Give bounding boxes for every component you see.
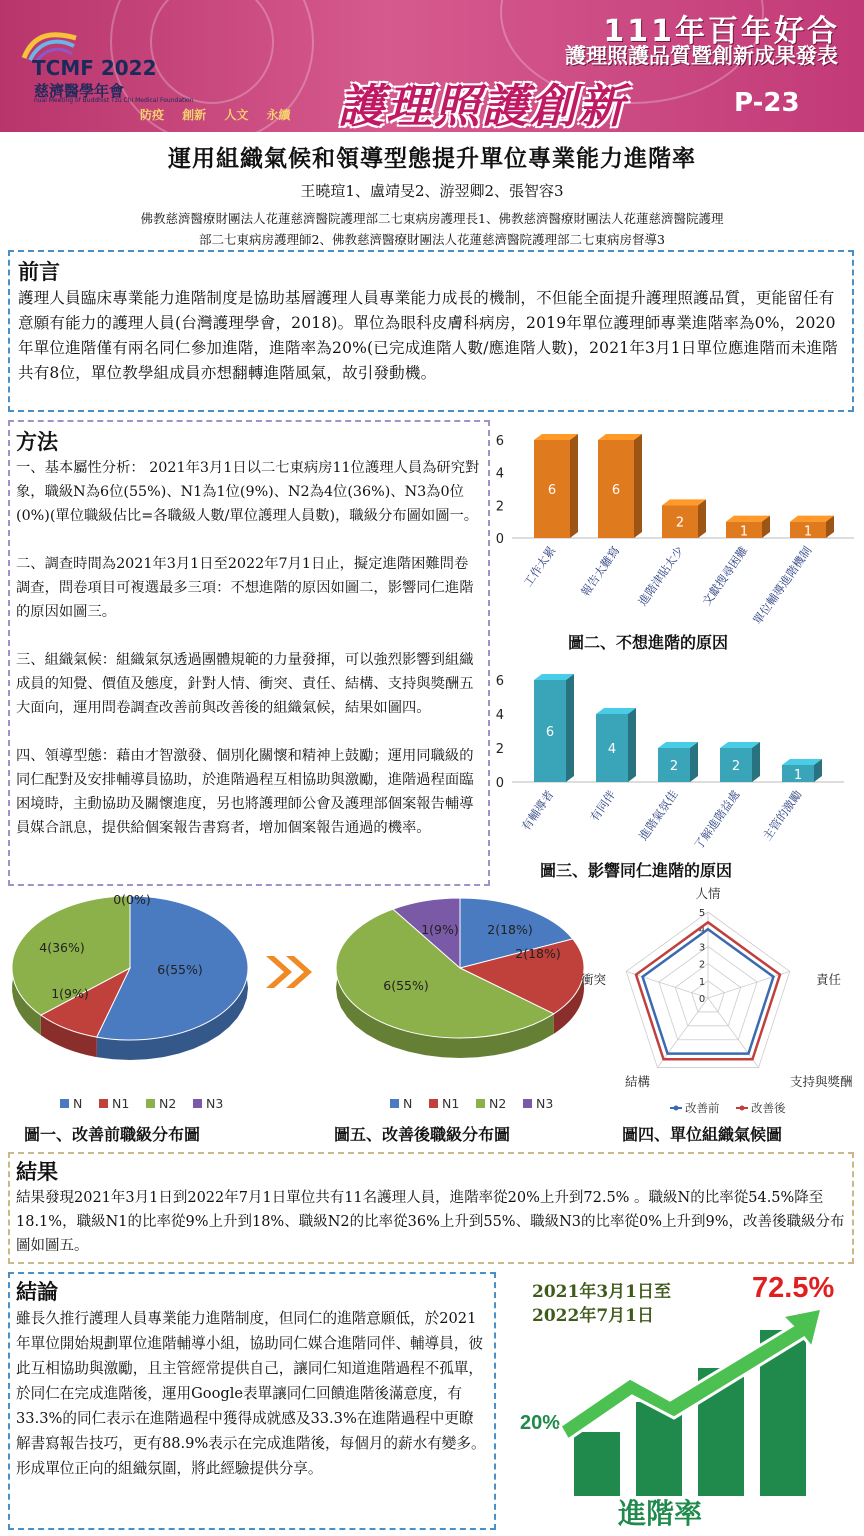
fig1-pie-chart (0, 886, 260, 1118)
bar-side (690, 742, 698, 782)
pie-data-label: 1(9%) (421, 922, 459, 937)
growth-bar-icon (560, 1308, 850, 1496)
bar-data-label: 6 (611, 483, 621, 498)
end-rate: 72.5% (752, 1272, 835, 1304)
affiliation (40, 208, 824, 250)
fig3-bar-chart (490, 664, 860, 858)
bar-side (628, 708, 636, 782)
bar-data-label: 2 (731, 759, 741, 774)
conclusion-heading: 結論 (16, 1279, 58, 1304)
y-tick-label: 0 (495, 776, 504, 791)
pie-data-label: 6(55%) (157, 962, 203, 977)
logo-chinese: 慈濟醫學年會 (34, 82, 125, 100)
bar-data-label: 4 (607, 742, 617, 757)
legend-label: N1 (112, 1096, 130, 1111)
affiliation-line-2: 部二七東病房護理師2、佛教慈濟醫療財團法人花蓮慈濟醫院護理部二七東病房督導3 (199, 232, 665, 247)
methods-p2: 二、調查時間為2021年3月1日至2022年7月1日止，擬定進階困難問卷調查，問卷項目可複選最多三項：不想進階的原因如圖二，影響同仁進階的原因如圖三。 (16, 556, 474, 620)
pie-data-label: 2(18%) (487, 922, 533, 937)
conclusion-section (8, 1272, 496, 1530)
bar-side (566, 674, 574, 782)
growth-bar-1 (574, 1432, 620, 1496)
radar-spoke (708, 998, 759, 1068)
radar-tick-label: 5 (698, 908, 706, 919)
radar-tick-label: 4 (698, 925, 706, 937)
fig5-pie-chart (330, 886, 596, 1118)
legend-marker (740, 1106, 745, 1111)
poster-title: 運用組織氣候和領導型態提升單位專業能力進階率 (168, 145, 696, 172)
pie-data-label: 0(0%) (113, 892, 151, 907)
radar-axis-label: 支持與獎酬 (790, 1074, 853, 1089)
legend-label: 改善後 (751, 1101, 786, 1115)
legend-marker (674, 1106, 679, 1111)
radar-tick-label: 1 (698, 976, 706, 988)
affiliation-line-1: 佛教慈濟醫療財團法人花蓮慈濟醫院護理部二七東病房護理長1、佛教慈濟醫療財團法人花蓮慈濟醫院護理 (140, 211, 724, 226)
legend-swatch (60, 1099, 69, 1108)
logo-tags: 防疫 創新 人文 永續 (140, 108, 291, 122)
banner-theme: 護理照護創新 (338, 79, 626, 133)
fig3-caption: 圖三、影響同仁進階的原因 (540, 861, 733, 880)
banner-event: 護理照護品質暨創新成果發表 (565, 44, 838, 68)
y-tick-label: 0 (495, 532, 504, 547)
conclusion-text: 雖長久推行護理人員專業能力進階制度，但同仁的進階意願低，於2021年單位開始規劃單位進階輔導小組，協助同仁媒合進階同伴、輔導員，彼此互相協助與激勵，且主管經常提供自己，讓同仁知道進階過程不孤單，於同仁在完成進階後，運用Google表單讓同仁回饋進階後滿意度，有33.3%的同仁表示在進階過程中獲得成就感及33.3%在進階過程中更瞭解書寫報告技巧，更有88.9%表示在完成進階後，每個月的薪水有變多。形成單位正向的組織氛圍，將此經驗提供分享。 (16, 1310, 486, 1477)
fig2-caption: 圖二、不想進階的原因 (568, 633, 729, 652)
start-rate: 20% (520, 1412, 561, 1434)
pie-data-label: 1(9%) (51, 986, 89, 1001)
category-label: 文獻搜尋困難 (699, 543, 751, 609)
authors: 王曉瑄1、盧靖旻2、游翌卿2、張智容3 (300, 182, 564, 200)
pie-data-label: 6(55%) (383, 978, 429, 993)
intro-heading: 前言 (18, 259, 60, 284)
bar-data-label: 1 (739, 524, 749, 540)
category-label: 單位輔導進階機制 (750, 543, 815, 628)
category-label: 有同伴 (587, 787, 619, 824)
legend-label: 改善前 (685, 1101, 720, 1115)
logo-name: TCMF 2022 (32, 56, 157, 80)
category-label: 了解進階益處 (691, 787, 743, 853)
radar-tick-label: 2 (698, 959, 706, 971)
intro-section (8, 250, 854, 412)
y-tick-label: 4 (495, 708, 504, 723)
date-line-2: 2022年7月1日 (532, 1306, 654, 1326)
methods-heading: 方法 (16, 429, 58, 454)
bar-data-label: 1 (803, 524, 813, 540)
radar-tick-label: 0 (698, 994, 706, 1005)
fig1-caption: 圖一、改善前職級分布圖 (24, 1125, 201, 1144)
fig5-caption: 圖五、改善後職級分布圖 (334, 1125, 511, 1144)
legend-label: N2 (489, 1096, 507, 1111)
pie-data-label: 2(18%) (515, 946, 561, 961)
pie-data-label: 4(36%) (39, 940, 85, 955)
legend-swatch (390, 1099, 399, 1108)
category-label: 報告太難寫 (578, 543, 623, 599)
header-banner (0, 0, 864, 132)
legend-swatch (476, 1099, 485, 1108)
legend-label: N (403, 1096, 413, 1111)
results-text: 結果發現2021年3月1日到2022年7月1日單位共有11名護理人員，進階率從20%上升到72.5% 。職級N的比率從54.5%降至18.1%，職級N1的比率從9%上升到18%、職級N2的比率從36%上升到55%、職級N3的比率從0%上升到9%，改善後職級分布圖如圖五。 (16, 1190, 845, 1254)
y-tick-label: 6 (495, 674, 504, 689)
infographic-label: 進階率 (618, 1497, 703, 1530)
methods-p4: 四、領導型態：藉由才智激發、個別化關懷和精神上鼓勵；運用同職級的同仁配對及安排輔導員協助，於進階過程互相協助與激勵，進階過程面臨困境時，主動協助及關懷進度，另也將護理師公會及護理部個案報告輔導員媒合訊息，提供給個案報告書寫者，增加個案報告通過的機率。 (16, 748, 474, 836)
legend-label: N1 (442, 1096, 460, 1111)
bar-data-label: 2 (669, 759, 679, 774)
legend-swatch (99, 1099, 108, 1108)
bar-data-label: 1 (793, 768, 803, 783)
legend-swatch (146, 1099, 155, 1108)
fig4-radar-chart (580, 886, 864, 1122)
date-line-1: 2021年3月1日至 (532, 1282, 671, 1302)
radar-axis-label: 結構 (624, 1074, 650, 1089)
radar-axis-label: 衝突 (580, 972, 606, 987)
bar-side (752, 742, 760, 782)
category-label: 工作太累 (520, 543, 559, 590)
legend-label: N (73, 1096, 83, 1111)
legend-label: N2 (159, 1096, 177, 1111)
category-label: 進階津貼太少 (635, 543, 687, 609)
methods-p3: 三、組織氣候：組織氣氛透過團體規範的力量發揮，可以強烈影響到組織成員的知覺、價值及態度，針對人情、衝突、責任、結構、支持與獎酬五大面向，運用問卷調查改善前與改善後的組織氣候，結果如圖四。 (16, 652, 474, 716)
category-label: 主管的激勵 (760, 787, 805, 843)
methods-p1: 一、基本屬性分析： 2021年3月1日以二七東病房11位護理人員為研究對象，職級N為6位(55%)、N1為1位(9%)、N2為4位(36%)、N3為0位(0%)(單位職級佔比=各職級人數/單位護理人員數)，職級分布圖如圖一。 (16, 460, 480, 524)
legend-label: N3 (206, 1096, 224, 1111)
radar-axis-label: 責任 (816, 972, 842, 987)
y-tick-label: 6 (495, 434, 504, 449)
results-heading: 結果 (16, 1159, 58, 1184)
banner-year: 111年百年好合 (603, 14, 840, 49)
legend-swatch (523, 1099, 532, 1108)
intro-text: 護理人員臨床專業能力進階制度是協助基層護理人員專業能力成長的機制，不但能全面提升護理照護品質，更能留任有意願有能力的護理人員(台灣護理學會，2018)。單位為眼科皮膚科病房，2019年單位護理師專業進階率為0%，2020年單位進階僅有兩名同仁參加進階，進階率為20%(已完成進階人數/應進階人數)，2021年3月1日單位應進階而未進階共有8位，單位教學組成員亦想翻轉進階風氣，故引發動機。 (18, 289, 838, 382)
logo-subtitle: nual Meeting of Buddhist Tzu Chi Medical Foundation (34, 97, 194, 104)
radar-axis-label: 人情 (695, 886, 721, 901)
page-code: P-23 (734, 88, 800, 118)
fig4-caption: 圖四、單位組織氣候圖 (622, 1125, 783, 1144)
radar-tick-label: 3 (698, 942, 706, 954)
results-section (8, 1152, 854, 1264)
arrow-icon (264, 950, 334, 994)
y-tick-label: 2 (495, 742, 504, 757)
y-tick-label: 2 (495, 499, 504, 515)
bar-data-label: 6 (547, 483, 557, 498)
y-tick-label: 4 (495, 466, 504, 482)
bar-side (570, 434, 578, 538)
methods-section (8, 420, 490, 886)
legend-swatch (429, 1099, 438, 1108)
legend-swatch (193, 1099, 202, 1108)
radar-spoke (657, 998, 708, 1068)
category-label: 有輔導者 (518, 787, 557, 834)
bar-data-label: 2 (675, 515, 685, 531)
bar-side (634, 434, 642, 538)
bar-side (698, 499, 706, 538)
legend-label: N3 (536, 1096, 554, 1111)
category-label: 進階氣氛佳 (636, 787, 681, 843)
bar-data-label: 6 (545, 725, 555, 740)
fig2-bar-chart (490, 422, 860, 632)
